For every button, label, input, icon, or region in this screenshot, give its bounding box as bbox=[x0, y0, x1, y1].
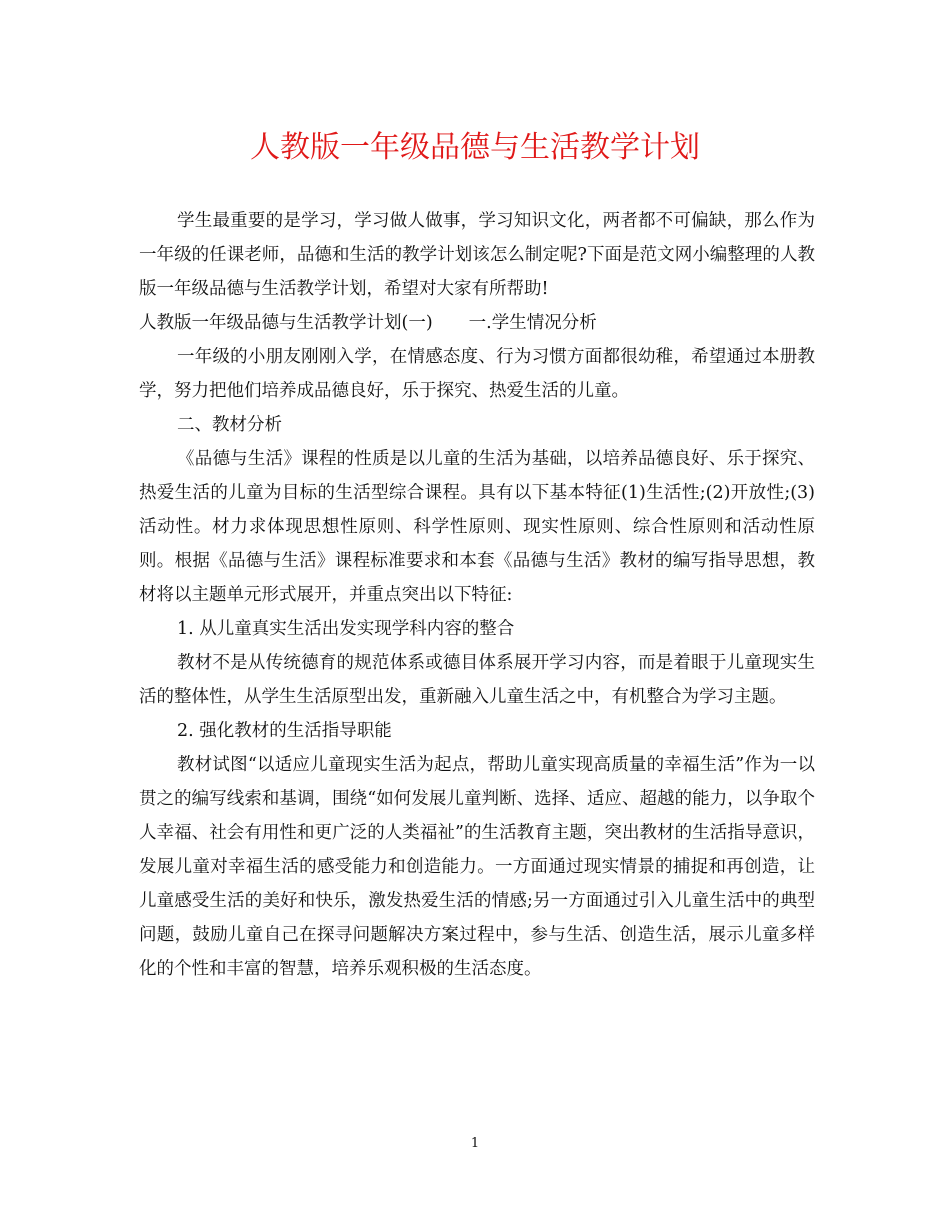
section2-heading: 二、教材分析 bbox=[177, 415, 282, 435]
document-body bbox=[139, 204, 815, 986]
section1-heading: 一.学生情况分析 bbox=[468, 313, 597, 333]
point2-heading: 2. 强化教材的生活指导职能 bbox=[177, 721, 392, 741]
intro-paragraph: 学生最重要的是学习，学习做人做事，学习知识文化，两者都不可偏缺，那么作为一年级的任课老师，品德和生活的教学计划该怎么制定呢?下面是范文网小编整理的人教版一年级品德与生活教学计划，希望对大家有所帮助! bbox=[139, 211, 815, 299]
section1-paragraph: 一年级的小朋友刚刚入学，在情感态度、行为习惯方面都很幼稚，希望通过本册教学，努力把他们培养成品德良好，乐于探究、热爱生活的儿童。 bbox=[139, 347, 815, 401]
point1-heading: 1. 从儿童真实生活出发实现学科内容的整合 bbox=[177, 619, 515, 639]
section2-paragraph: 《品德与生活》课程的性质是以儿童的生活为基础，以培养品德良好、乐于探究、热爱生活的儿童为目标的生活型综合课程。具有以下基本特征(1)生活性;(2)开放性;(3)活动性。材力求体现思想性原则、科学性原则、现实性原则、综合性原则和活动性原则。根据《品德与生活》课程标准要求和本套《品德与生活》教材的编写指导思想，教材将以主题单元形式展开，并重点突出以下特征: bbox=[139, 449, 815, 605]
point2-paragraph: 教材试图“以适应儿童现实生活为起点，帮助儿童实现高质量的幸福生活”作为一以贯之的编写线索和基调，围绕“如何发展儿童判断、选择、适应、超越的能力，以争取个人幸福、社会有用性和更广泛的人类福祉”的生活教育主题，突出教材的生活指导意识，发展儿童对幸福生活的感受能力和创造能力。一方面通过现实情景的捕捉和再创造，让儿童感受生活的美好和快乐，激发热爱生活的情感;另一方面通过引入儿童生活中的典型问题，鼓励儿童自己在探寻问题解决方案过程中，参与生活、创造生活，展示儿童多样化的个性和丰富的智慧，培养乐观积极的生活态度。 bbox=[139, 755, 815, 979]
point1-paragraph: 教材不是从传统德育的规范体系或德目体系展开学习内容，而是着眼于儿童现实生活的整体性，从学生生活原型出发，重新融入儿童生活之中，有机整合为学习主题。 bbox=[139, 653, 815, 707]
plan-heading-line bbox=[139, 306, 815, 340]
plan-title: 人教版一年级品德与生活教学计划(一) bbox=[139, 313, 433, 333]
page-number: 1 bbox=[470, 1136, 480, 1151]
document-title: 人教版一年级品德与生活教学计划 bbox=[250, 130, 700, 165]
